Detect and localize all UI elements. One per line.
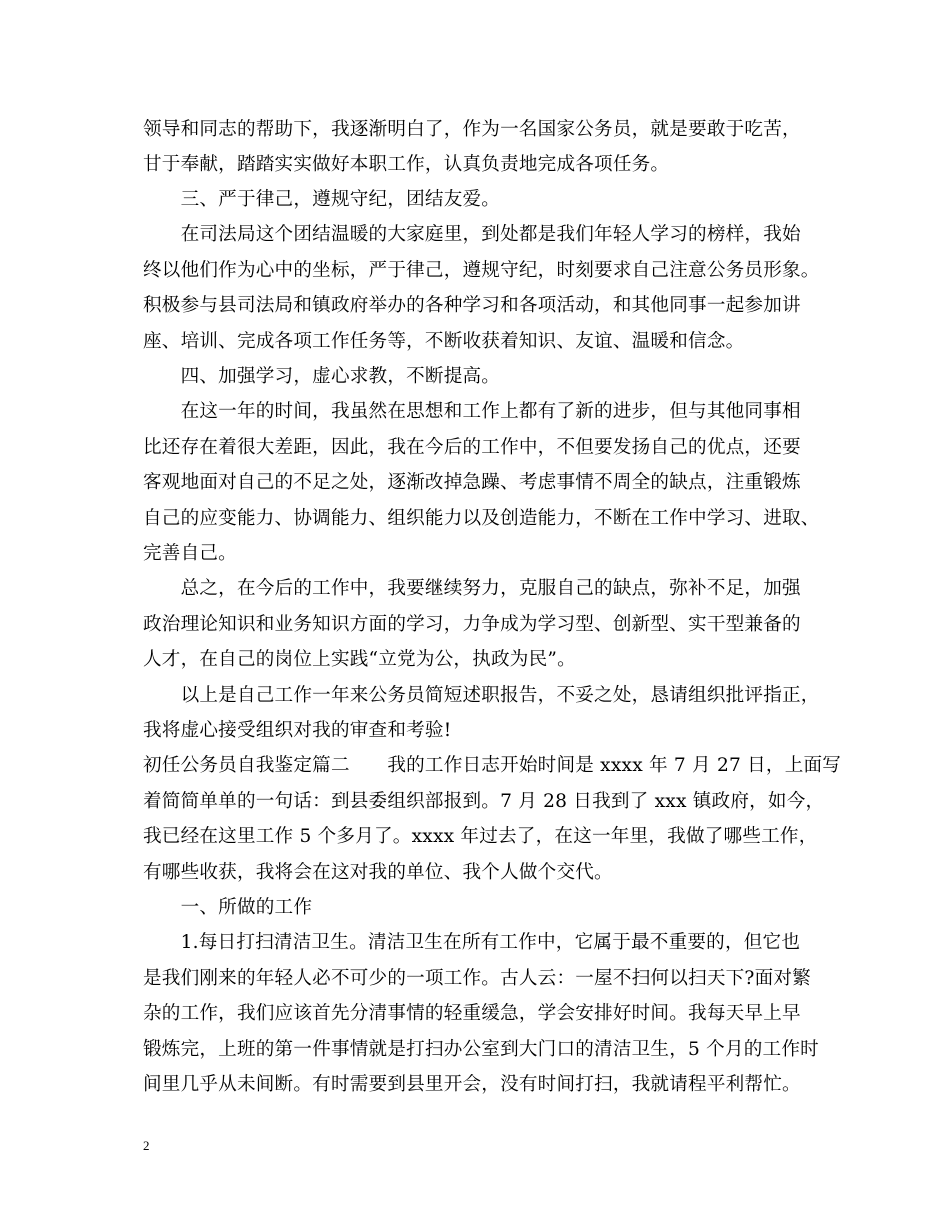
text-line: 我已经在这里工作 5 个多月了。xxxx 年过去了，在这一年里，我做了哪些工作，: [143, 826, 818, 847]
text-line: 我将虚心接受组织对我的审查和考验!: [143, 720, 452, 741]
text-line: 间里几乎从未间断。有时需要到县里开会，没有时间打扫，我就请程平利帮忙。: [143, 1074, 801, 1095]
section-title-line: 初任公务员自我鉴定篇二 我的工作日志开始时间是 xxxx 年 7 月 27 日，上面写: [143, 755, 842, 776]
text-line: 甘于奉献，踏踏实实做好本职工作，认真负责地完成各项任务。: [143, 154, 670, 175]
section-heading: 一、所做的工作: [143, 897, 313, 918]
text-line: 政治理论知识和业务知识方面的学习，力争成为学习型、创新型、实干型兼备的: [143, 614, 801, 635]
text-line: 积极参与县司法局和镇政府举办的各种学习和各项活动，和其他同事一起参加讲: [143, 295, 801, 316]
text-line: 着简简单单的一句话：到县委组织部报到。7 月 28 日我到了 xxx 镇政府，如今，: [143, 791, 825, 812]
text-line: 自己的应变能力、协调能力、组织能力以及创造能力，不断在工作中学习、进取、: [143, 508, 820, 529]
text-line: 是我们刚来的年轻人必不可少的一项工作。古人云：一屋不扫何以扫天下?面对繁: [143, 968, 811, 989]
text-line: 杂的工作，我们应该首先分清事情的轻重缓急，学会安排好时间。我每天早上早: [143, 1003, 801, 1024]
text-line: 在这一年的时间，我虽然在思想和工作上都有了新的进步，但与其他同事相: [143, 401, 801, 422]
text-line: 有哪些收获，我将会在这对我的单位、我个人做个交代。: [143, 862, 613, 883]
text-line: 1.每日打扫清洁卫生。清洁卫生在所有工作中，它属于最不重要的，但它也: [143, 932, 801, 953]
page-number: 2: [143, 1138, 150, 1153]
text-line: 总之，在今后的工作中，我要继续努力，克服自己的缺点，弥补不足，加强: [143, 578, 801, 599]
text-line: 终以他们作为心中的坐标，严于律己，遵规守纪，时刻要求自己注意公务员形象。: [143, 260, 820, 281]
text-line: 在司法局这个团结温暖的大家庭里，到处都是我们年轻人学习的榜样，我始: [143, 224, 801, 245]
text-line: 完善自己。: [143, 543, 237, 564]
text-line: 客观地面对自己的不足之处，逐渐改掉急躁、考虑事情不周全的缺点，注重锻炼: [143, 472, 801, 493]
text-line: 人才，在自己的岗位上实践“立党为公，执政为民”。: [143, 649, 576, 670]
text-line: 以上是自己工作一年来公务员简短述职报告，不妥之处，恳请组织批评指正，: [143, 685, 820, 706]
section-heading: 四、加强学习，虚心求教，不断提高。: [143, 366, 501, 387]
text-line: 比还存在着很大差距，因此，我在今后的工作中，不但要发扬自己的优点，还要: [143, 437, 801, 458]
text-line: 锻炼完，上班的第一件事情就是打扫办公室到大门口的清洁卫生，5 个月的工作时: [143, 1039, 819, 1060]
text-line: 领导和同志的帮助下，我逐渐明白了，作为一名国家公务员，就是要敢于吃苦，: [143, 119, 801, 140]
text-line: 座、培训、完成各项工作任务等，不断收获着知识、友谊、温暖和信念。: [143, 331, 745, 352]
section-heading: 三、严于律己，遵规守纪，团结友爱。: [143, 189, 501, 210]
